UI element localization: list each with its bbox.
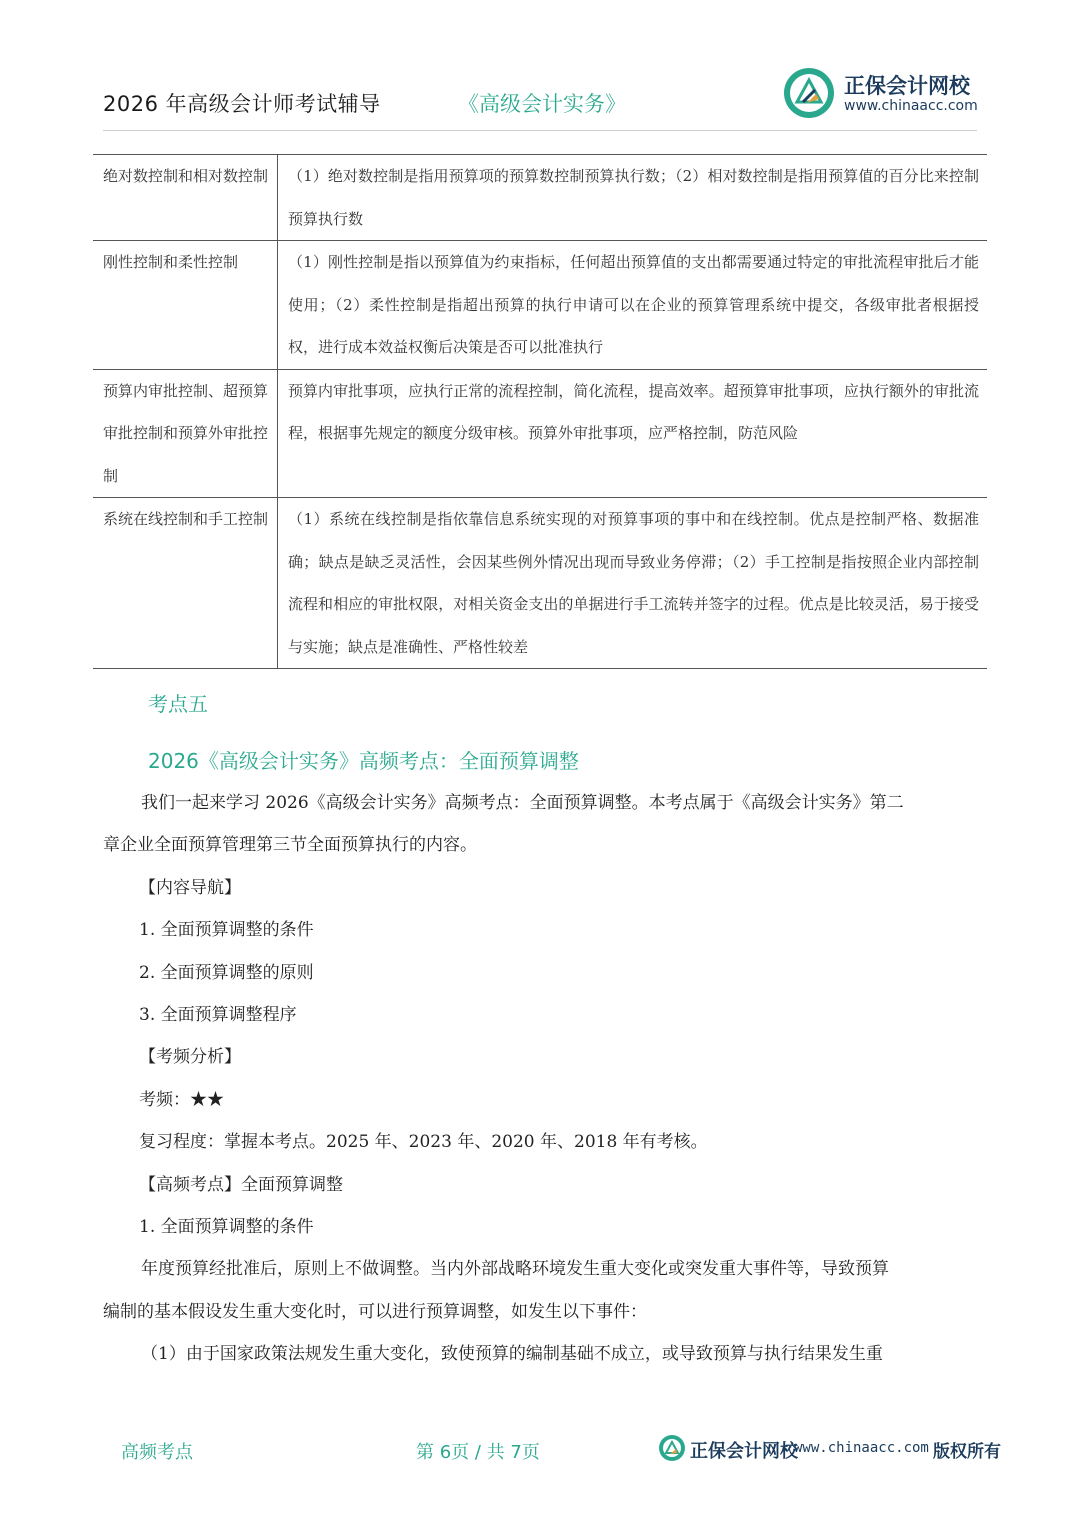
- footer-url: www.chinaacc.com: [794, 1440, 929, 1456]
- table-term-cell: 预算内审批控制、超预算审批控制和预算外审批控制: [93, 369, 278, 498]
- logo-emblem-icon: [782, 66, 836, 120]
- key-point-title: 【高频考点】全面预算调整: [139, 1174, 343, 1195]
- intro-paragraph-line: 章企业全面预算管理第三节全面预算执行的内容。: [103, 835, 477, 856]
- logo-url: www.chinaacc.com: [844, 98, 978, 114]
- exam-frequency: 考频：★★: [139, 1089, 224, 1110]
- footer-copyright: [658, 1434, 1003, 1464]
- review-level: 复习程度：掌握本考点。2025 年、2023 年、2020 年、2018 年有考核。: [139, 1132, 708, 1153]
- footer-category: 高频考点: [121, 1442, 193, 1463]
- table-term-cell: 系统在线控制和手工控制: [93, 498, 278, 669]
- table-row: [93, 498, 987, 669]
- footer-brand: 正保会计网校: [690, 1441, 798, 1462]
- content-nav-item: 2. 全面预算调整的原则: [139, 962, 314, 983]
- section-label: 考点五: [148, 692, 208, 716]
- page-header: [0, 0, 1080, 140]
- table-description-cell: （1）刚性控制是指以预算值为约束指标，任何超出预算值的支出都需要通过特定的审批流程审批后才能使用；（2）柔性控制是指超出预算的执行申请可以在企业的预算管理系统中提交，各级审批者根据授权，进行成本效益权衡后决策是否可以批准执行: [288, 253, 979, 356]
- table-row: [93, 241, 987, 370]
- logo-brand-name: 正保会计网校: [844, 74, 970, 98]
- paragraph-line: 编制的基本假设发生重大变化时，可以进行预算调整，如发生以下事件：: [103, 1301, 647, 1322]
- table-description-cell: （1）系统在线控制是指依靠信息系统实现的对预算事项的事中和在线控制。优点是控制严格、数据准确；缺点是缺乏灵活性，会因某些例外情况出现而导致业务停滞；（2）手工控制是指按照企业内部控制流程和相应的审批权限，对相关资金支出的单据进行手工流转并签字的过程。优点是比较灵活，易于接受与实施；缺点是准确性、严格性较差: [288, 510, 979, 656]
- book-title: 《高级会计实务》: [458, 92, 626, 116]
- chinaacc-logo: [782, 66, 982, 122]
- footer-logo-icon: [658, 1434, 686, 1462]
- list-item: （1）由于国家政策法规发生重大变化，致使预算的编制基础不成立，或导致预算与执行结果发生重: [141, 1344, 883, 1365]
- article-body: [103, 782, 977, 1375]
- paragraph-line: 年度预算经批准后，原则上不做调整。当内外部战略环境发生重大变化或突发重大事件等，导致预算: [141, 1259, 889, 1280]
- content-nav-title: 【内容导航】: [139, 877, 241, 898]
- table-row: [93, 155, 987, 241]
- section-heading: 2026《高级会计实务》高频考点：全面预算调整: [148, 749, 579, 773]
- table-description-cell: （1）绝对数控制是指用预算项的预算数控制预算执行数；（2）相对数控制是指用预算值的百分比来控制预算执行数: [288, 167, 979, 228]
- table-row: [93, 369, 987, 498]
- table-description-cell: 预算内审批事项，应执行正常的流程控制，简化流程，提高效率。超预算审批事项，应执行额外的审批流程，根据事先规定的额度分级审核。预算外审批事项，应严格控制，防范风险: [288, 381, 979, 442]
- intro-paragraph-line: 我们一起来学习 2026《高级会计实务》高频考点：全面预算调整。本考点属于《高级会计实务》第二: [141, 793, 904, 813]
- table-term-cell: 刚性控制和柔性控制: [93, 241, 278, 370]
- sub-heading: 1. 全面预算调整的条件: [139, 1216, 314, 1237]
- footer-rights: 版权所有: [933, 1442, 1001, 1462]
- frequency-title: 【考频分析】: [139, 1047, 241, 1068]
- table-term-cell: 绝对数控制和相对数控制: [93, 155, 278, 241]
- content-nav-item: 3. 全面预算调整程序: [139, 1004, 297, 1025]
- content-nav-item: 1. 全面预算调整的条件: [139, 920, 314, 941]
- document-series-title: 2026 年高级会计师考试辅导: [103, 92, 381, 116]
- page-number: 第 6页 / 共 7页: [416, 1442, 540, 1463]
- budget-control-table: [93, 154, 987, 669]
- header-divider: [103, 130, 977, 131]
